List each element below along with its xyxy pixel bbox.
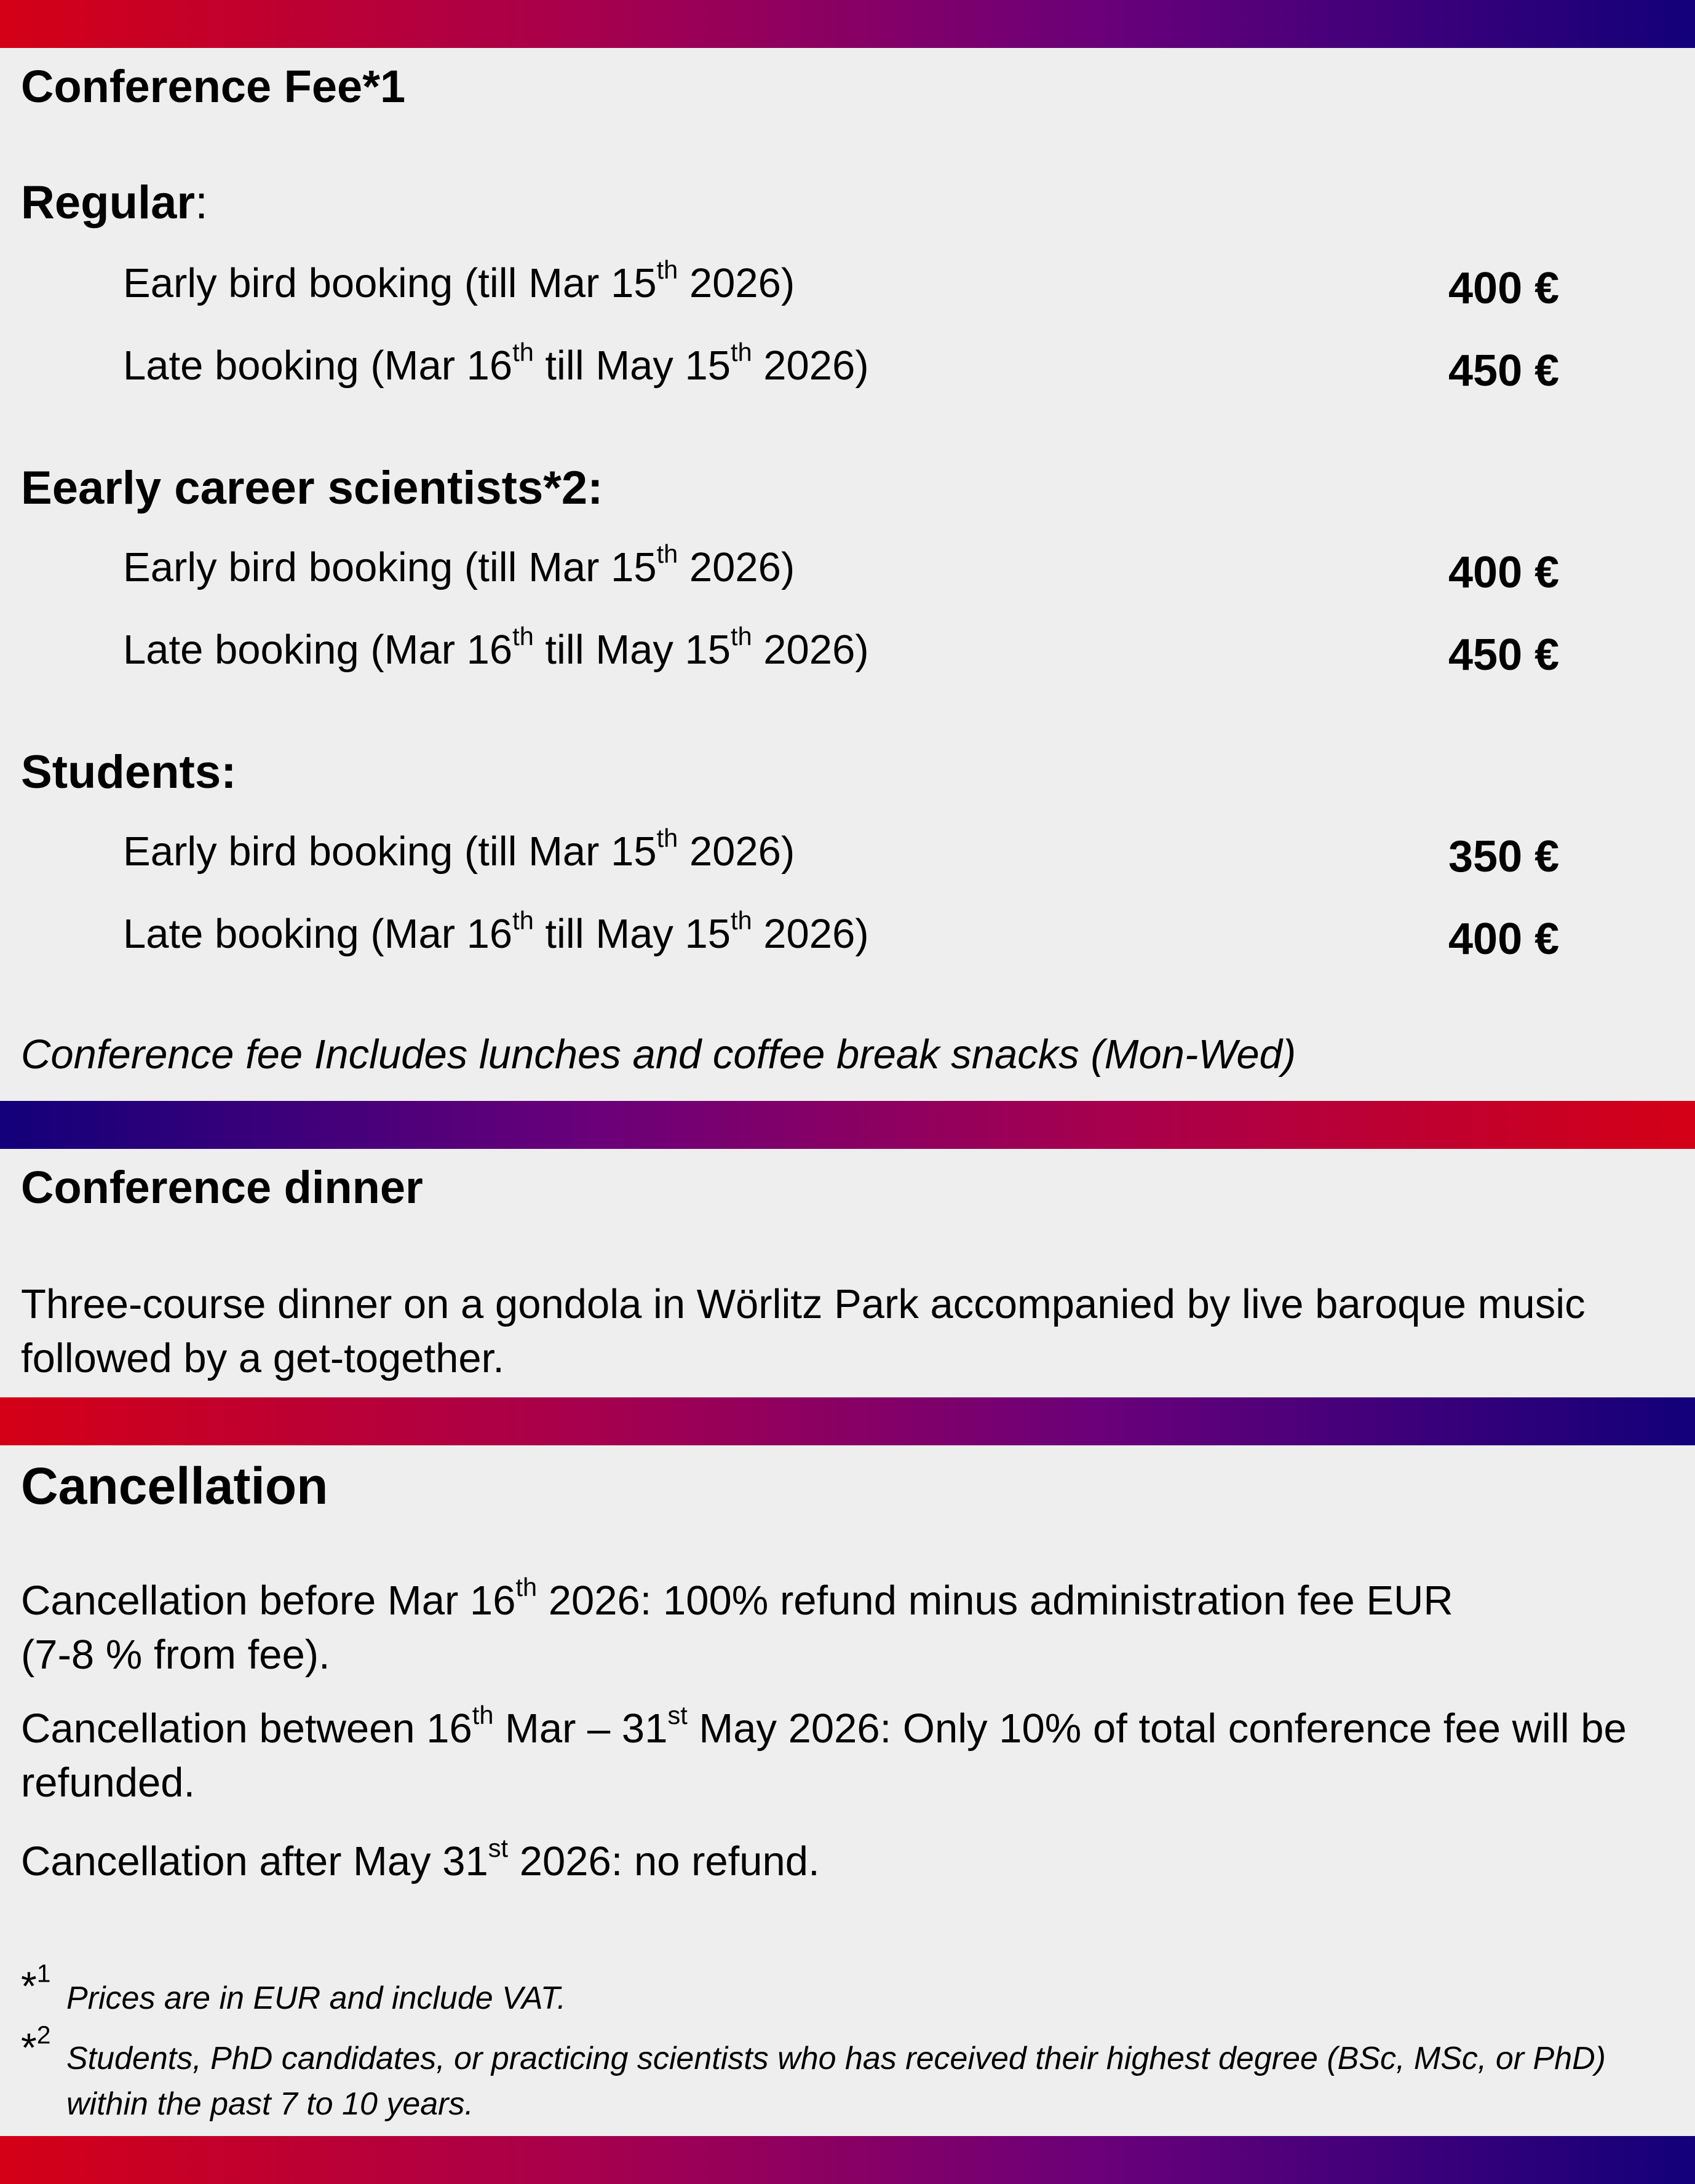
section-divider-bar: [0, 1397, 1695, 1445]
regular-late-row: Late booking (Mar 16th till May 15th 2026): [123, 338, 869, 389]
section-divider-bar: [0, 1101, 1695, 1149]
early-career-late-price: 450 €: [1448, 630, 1560, 680]
footnote-1-marker: *$^1$: [21, 1959, 51, 2009]
category-early-career-label: Eearly career scientists*2:: [21, 462, 603, 514]
cancellation-between-line-1: Cancellation between 16th Mar – 31st May 2026: Only 10% of total conference fee will be: [21, 1701, 1627, 1752]
regular-early-bird-price: 400 €: [1448, 264, 1560, 313]
early-career-early-bird-row: Early bird booking (till Mar 15th 2026): [123, 539, 795, 590]
students-early-bird-price: 350 €: [1448, 832, 1560, 881]
fee-title-footnote-mark: *1: [362, 61, 406, 112]
bottom-gradient-bar: [0, 2136, 1695, 2184]
cancellation-after: Cancellation after May 31st 2026: no refund.: [21, 1833, 820, 1884]
footnote-2-marker: *$^2$: [21, 2020, 51, 2070]
dinner-description-line-1: Three-course dinner on a gondola in Wörlitz Park accompanied by live baroque music: [21, 1281, 1586, 1327]
conference-fee-title: Conference Fee*1: [21, 61, 406, 112]
cancellation-between-line-2: refunded.: [21, 1760, 196, 1806]
category-students-label: Students:: [21, 746, 237, 798]
cancellation-before-line-2: (7-8 % from fee).: [21, 1632, 330, 1678]
early-career-early-bird-price: 400 €: [1448, 548, 1560, 597]
cancellation-before-line-1: Cancellation before Mar 16th 2026: 100% refund minus administration fee EUR: [21, 1573, 1453, 1624]
regular-late-price: 450 €: [1448, 346, 1560, 395]
students-late-row: Late booking (Mar 16th till May 15th 2026): [123, 906, 869, 957]
students-early-bird-row: Early bird booking (till Mar 15th 2026): [123, 824, 795, 875]
footnote-2-text: Students, PhD candidates, or practicing scientists who has received their highest degree (BSc, MSc, or PhD) within the past 7 to 10 years.: [66, 2041, 1606, 2122]
regular-early-bird-row: Early bird booking (till Mar 15th 2026): [123, 255, 795, 306]
dinner-description-line-2: followed by a get-together.: [21, 1335, 504, 1381]
early-career-late-row: Late booking (Mar 16th till May 15th 2026): [123, 622, 869, 673]
fee-includes-note: Conference fee Includes lunches and coffee break snacks (Mon-Wed): [21, 1031, 1296, 1078]
students-late-price: 400 €: [1448, 915, 1560, 964]
top-gradient-bar: [0, 0, 1695, 48]
cancellation-title: Cancellation: [21, 1457, 328, 1515]
conference-dinner-title: Conference dinner: [21, 1162, 423, 1213]
category-regular-label: Regular:: [21, 177, 208, 229]
footnote-1-text: Prices are in EUR and include VAT.: [66, 1980, 566, 2016]
